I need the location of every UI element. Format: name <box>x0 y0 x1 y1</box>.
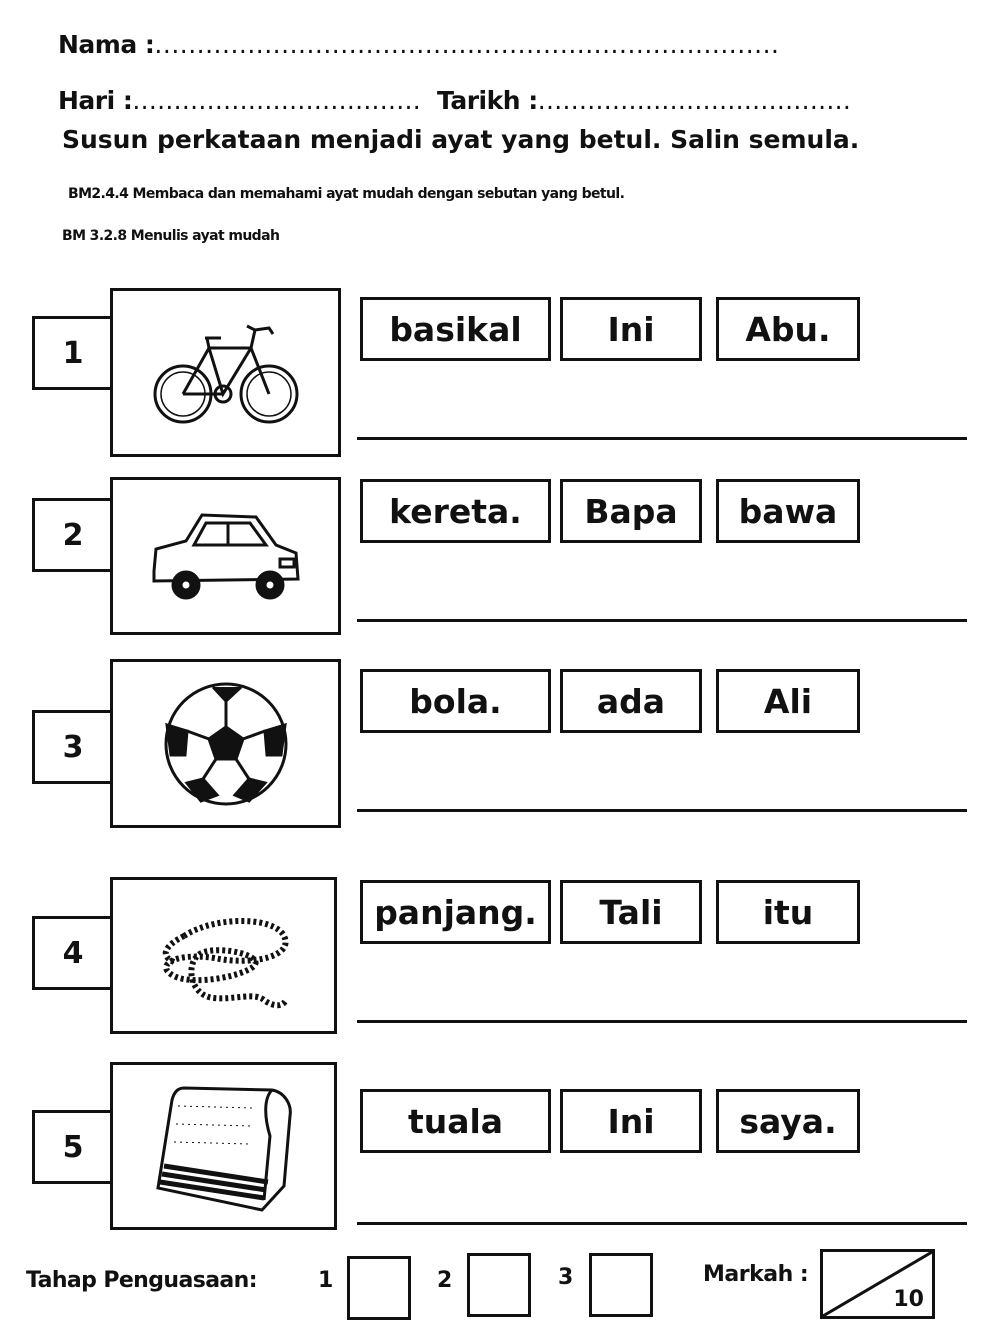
word-card[interactable]: Tali <box>560 880 702 944</box>
word-card[interactable]: Bapa <box>560 479 702 543</box>
level-2-checkbox[interactable] <box>467 1253 531 1317</box>
tarikh-row <box>437 86 851 115</box>
answer-line[interactable] <box>357 1222 967 1225</box>
word-card[interactable]: Abu. <box>716 297 860 361</box>
level-label: 1 <box>318 1268 334 1293</box>
question-number: 4 <box>32 916 114 990</box>
level-1-checkbox[interactable] <box>347 1256 411 1320</box>
car-icon <box>146 501 306 611</box>
word-card[interactable]: kereta. <box>360 479 551 543</box>
word-card[interactable]: Ali <box>716 669 860 733</box>
picture-frame <box>110 659 341 828</box>
level-label: 2 <box>437 1268 453 1293</box>
question-number: 5 <box>32 1110 114 1184</box>
markah-box[interactable] <box>820 1249 935 1319</box>
word-card[interactable]: panjang. <box>360 880 551 944</box>
rope-icon <box>144 896 304 1016</box>
word-card[interactable]: bola. <box>360 669 551 733</box>
picture-frame <box>110 477 341 635</box>
picture-frame <box>110 1062 337 1230</box>
markah-label: Markah : <box>703 1262 809 1287</box>
word-card[interactable]: bawa <box>716 479 860 543</box>
tahap-label: Tahap Penguasaan: <box>26 1268 257 1293</box>
question-number: 2 <box>32 498 114 572</box>
bicycle-icon <box>151 308 301 438</box>
word-card[interactable]: itu <box>716 880 860 944</box>
nama-field[interactable]: .......................................................................... <box>154 30 780 59</box>
picture-frame <box>110 288 341 457</box>
instruction: Susun perkataan menjadi ayat yang betul. Salin semula. <box>62 125 860 154</box>
word-card[interactable]: Ini <box>560 1089 702 1153</box>
tarikh-field[interactable]: ...................................... <box>537 86 852 115</box>
question-number: 1 <box>32 316 114 390</box>
nama-label: Nama : <box>58 30 155 59</box>
word-card[interactable]: Ini <box>560 297 702 361</box>
tarikh-label: Tarikh : <box>437 86 538 115</box>
answer-line[interactable] <box>357 809 967 812</box>
answer-line[interactable] <box>357 619 967 622</box>
word-card[interactable]: ada <box>560 669 702 733</box>
hari-row <box>58 86 421 115</box>
word-card[interactable]: basikal <box>360 297 551 361</box>
standard-writing: BM 3.2.8 Menulis ayat mudah <box>62 228 280 244</box>
answer-line[interactable] <box>357 1020 967 1023</box>
towel-icon <box>144 1076 304 1216</box>
question-number: 3 <box>32 710 114 784</box>
hari-label: Hari : <box>58 86 133 115</box>
level-label: 3 <box>558 1265 574 1290</box>
answer-line[interactable] <box>357 437 967 440</box>
word-card[interactable]: tuala <box>360 1089 551 1153</box>
nama-row <box>58 30 779 59</box>
picture-frame <box>110 877 337 1034</box>
level-3-checkbox[interactable] <box>589 1253 653 1317</box>
hari-field[interactable]: ................................... <box>132 86 422 115</box>
standard-reading: BM2.4.4 Membaca dan memahami ayat mudah dengan sebutan yang betul. <box>68 186 625 202</box>
markah-total: 10 <box>893 1287 924 1312</box>
football-icon <box>161 679 291 809</box>
word-card[interactable]: saya. <box>716 1089 860 1153</box>
